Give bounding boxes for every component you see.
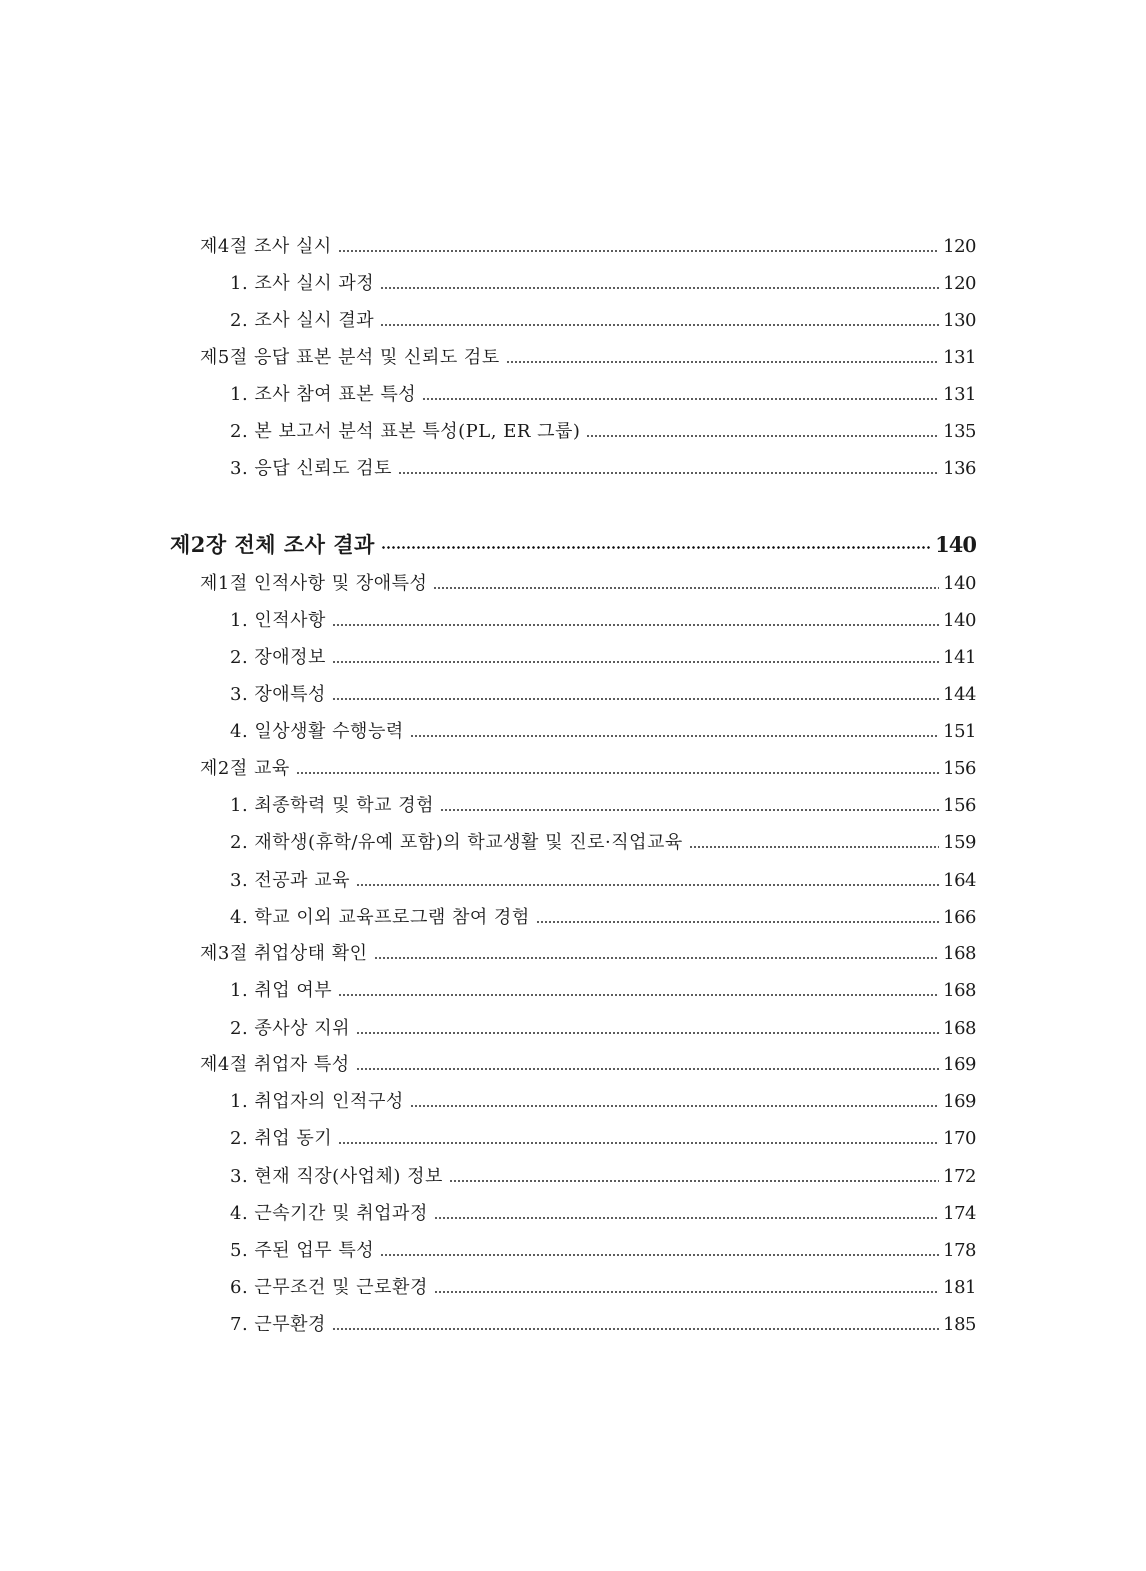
toc-entry-title: 1. 취업 여부 (230, 980, 333, 1001)
dot-leader (506, 361, 939, 363)
toc-entry-title: 제2절 교육 (200, 758, 290, 779)
toc-page-number: 168 (943, 943, 976, 964)
toc-entry-item (230, 862, 976, 892)
toc-page-number: 144 (943, 684, 976, 705)
toc-entry-title: 5. 주된 업무 특성 (230, 1240, 375, 1261)
toc-entry-item (230, 602, 976, 632)
dot-leader (332, 661, 939, 663)
toc-page-number: 156 (943, 758, 976, 779)
toc-page-number: 178 (943, 1240, 976, 1261)
dot-leader (338, 994, 939, 996)
toc-entry-title: 2. 본 보고서 분석 표본 특성(PL, ER 그룹) (230, 421, 581, 442)
toc-page-number: 156 (943, 795, 976, 816)
toc-entry-title: 3. 응답 신뢰도 검토 (230, 458, 393, 479)
toc-entry-item (230, 1158, 976, 1188)
toc-entry-section (200, 228, 976, 258)
toc-page-number: 181 (943, 1277, 976, 1298)
toc-entry-title: 4. 근속기간 및 취업과정 (230, 1203, 428, 1224)
dot-leader (536, 921, 939, 923)
toc-entry-item (230, 1232, 976, 1262)
toc-entry-section (200, 565, 976, 595)
toc-entry-item (230, 676, 976, 706)
toc-entry-title: 7. 근무환경 (230, 1314, 326, 1335)
toc-page-number: 168 (943, 1018, 976, 1039)
toc-entry-title: 2. 재학생(휴학/유예 포함)의 학교생활 및 진로·직업교육 (230, 832, 683, 853)
dot-leader (338, 1142, 939, 1144)
toc-entry-title: 1. 조사 참여 표본 특성 (230, 384, 417, 405)
toc-page-number: 135 (943, 421, 976, 442)
toc-entry-item (230, 450, 976, 480)
toc-page-number: 140 (943, 573, 976, 594)
toc-entry-item (230, 1120, 976, 1150)
toc-entry-title: 3. 장애특성 (230, 684, 326, 705)
toc-page-number: 159 (943, 832, 976, 853)
toc-entry-title: 2. 취업 동기 (230, 1128, 333, 1149)
dot-leader (689, 846, 939, 848)
toc-page-number: 185 (943, 1314, 976, 1335)
dot-leader (374, 957, 940, 959)
toc-entry-title: 제4절 조사 실시 (200, 236, 332, 257)
dot-leader (410, 1105, 939, 1107)
toc-page-number: 120 (943, 273, 976, 294)
toc-entry-item (230, 1306, 976, 1336)
toc-entry-item (230, 376, 976, 406)
toc-entry-item (230, 413, 976, 443)
dot-leader (381, 546, 931, 549)
toc-page-number: 164 (943, 870, 976, 891)
toc-entry-title: 4. 학교 이외 교육프로그램 참여 경험 (230, 907, 530, 928)
toc-entry-item (230, 1195, 976, 1225)
toc-page-number: 141 (943, 647, 976, 668)
toc-page-number: 140 (943, 610, 976, 631)
dot-leader (434, 1291, 939, 1293)
toc-page-number: 174 (943, 1203, 976, 1224)
toc-entry-title: 2. 장애정보 (230, 647, 326, 668)
dot-leader (356, 884, 939, 886)
toc-entry-title: 1. 취업자의 인적구성 (230, 1091, 404, 1112)
toc-entry-section (200, 935, 976, 965)
toc-entry-item (230, 1010, 976, 1040)
toc-page-number: 168 (943, 980, 976, 1001)
dot-leader (380, 324, 939, 326)
toc-entry-title: 2. 종사상 지위 (230, 1018, 351, 1039)
toc-entry-item (230, 899, 976, 929)
dot-leader (422, 398, 939, 400)
dot-leader (449, 1180, 939, 1182)
toc-page-number: 131 (943, 347, 976, 368)
dot-leader (332, 1328, 939, 1330)
toc-entry-chapter (170, 526, 976, 556)
toc-entry-title: 제2장 전체 조사 결과 (170, 532, 375, 557)
dot-leader (434, 1217, 939, 1219)
toc-entry-item (230, 1269, 976, 1299)
dot-leader (332, 698, 939, 700)
dot-leader (356, 1032, 939, 1034)
dot-leader (380, 1254, 939, 1256)
toc-entry-item (230, 824, 976, 854)
toc-page-number: 151 (943, 721, 976, 742)
dot-leader (433, 587, 939, 589)
toc-entry-section (200, 750, 976, 780)
toc-entry-title: 제1절 인적사항 및 장애특성 (200, 573, 428, 594)
toc-entry-item (230, 302, 976, 332)
toc-page-number: 169 (943, 1054, 976, 1075)
toc-entry-title: 제4절 취업자 특성 (200, 1054, 350, 1075)
toc-entry-item (230, 713, 976, 743)
toc-entry-title: 1. 인적사항 (230, 610, 326, 631)
dot-leader (398, 472, 939, 474)
toc-entry-title: 2. 조사 실시 결과 (230, 310, 375, 331)
toc-page-number: 170 (943, 1128, 976, 1149)
dot-leader (440, 809, 939, 811)
toc-page-number: 120 (943, 236, 976, 257)
toc-entry-title: 4. 일상생활 수행능력 (230, 721, 404, 742)
dot-leader (338, 250, 939, 252)
toc-entry-item (230, 639, 976, 669)
dot-leader (410, 735, 939, 737)
toc-page-number: 140 (935, 532, 976, 557)
dot-leader (332, 624, 939, 626)
toc-page-number: 136 (943, 458, 976, 479)
dot-leader (380, 287, 939, 289)
toc-entry-title: 제5절 응답 표본 분석 및 신뢰도 검토 (200, 347, 500, 368)
toc-page-number: 169 (943, 1091, 976, 1112)
toc-entry-item (230, 1083, 976, 1113)
toc-entry-section (200, 1046, 976, 1076)
dot-leader (296, 772, 939, 774)
dot-leader (586, 435, 939, 437)
toc-entry-title: 3. 전공과 교육 (230, 870, 351, 891)
toc-entry-section (200, 339, 976, 369)
toc-entry-title: 제3절 취업상태 확인 (200, 943, 368, 964)
dot-leader (356, 1068, 940, 1070)
toc-entry-title: 3. 현재 직장(사업체) 정보 (230, 1166, 443, 1187)
toc-entry-title: 6. 근무조건 및 근로환경 (230, 1277, 428, 1298)
toc-page-number: 130 (943, 310, 976, 331)
toc-entry-title: 1. 조사 실시 과정 (230, 273, 375, 294)
toc-entry-item (230, 972, 976, 1002)
toc-page-number: 166 (943, 907, 976, 928)
toc-entry-item (230, 787, 976, 817)
toc-entry-title: 1. 최종학력 및 학교 경험 (230, 795, 435, 816)
toc-page-number: 131 (943, 384, 976, 405)
toc-page-number: 172 (943, 1166, 976, 1187)
toc-entry-item (230, 265, 976, 295)
